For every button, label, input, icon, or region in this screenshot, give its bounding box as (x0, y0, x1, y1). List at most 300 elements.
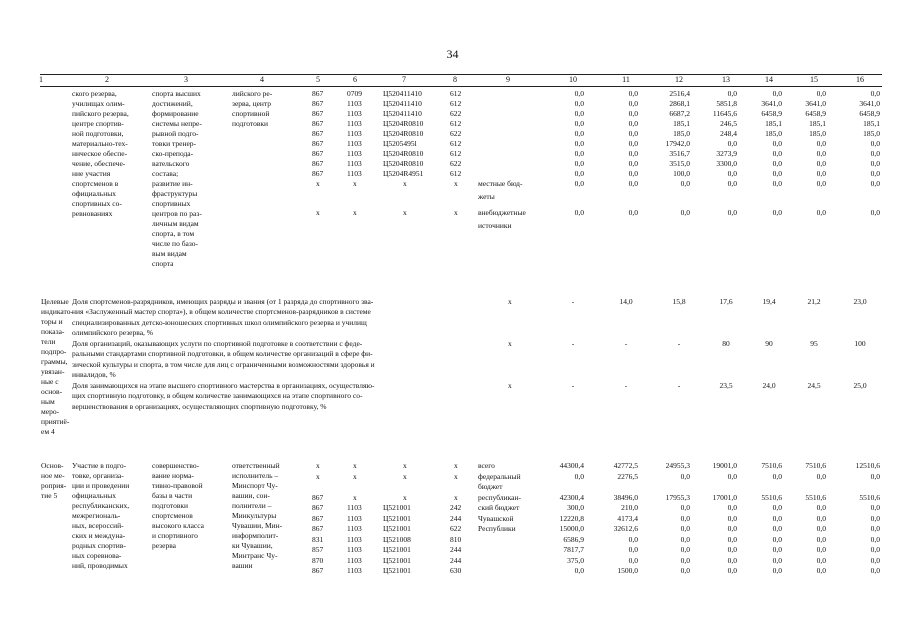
s3-section-code: x (353, 492, 357, 502)
s3-value: 24955,3 (665, 461, 690, 470)
indicator-value: 14,0 (619, 297, 633, 306)
s1-value: 3515,0 (669, 159, 690, 168)
s3-value: 0,0 (727, 524, 737, 533)
s1-value: 0,0 (680, 179, 690, 188)
s1-gov-code: 867 (312, 159, 324, 168)
s1-funding-source: местные бюд- (478, 179, 523, 188)
s1-section-code: 0709 (347, 89, 362, 98)
task-text: состава; (152, 169, 179, 178)
indicator-value: 23,5 (719, 381, 733, 390)
indicator-heading: ным (41, 397, 55, 406)
s1-target-code: x (403, 208, 407, 217)
measure-text: училищах олим- (72, 99, 125, 108)
column-header-1: 1 (39, 75, 43, 84)
s1-expense-type: 622 (450, 129, 462, 138)
s3-section-code: 1103 (347, 503, 362, 512)
indicator-heading: приятиё- (41, 417, 70, 426)
s3-gov-code: 867 (312, 566, 324, 575)
column-header-9: 9 (506, 75, 510, 84)
activity-text: родных спортив- (72, 541, 126, 550)
s1-gov-code: 867 (312, 119, 324, 128)
s1-value: 3641,0 (859, 99, 880, 108)
s3-value: 0,0 (772, 471, 782, 481)
s1-section-code: 1103 (347, 139, 362, 148)
s3-value: 5510,6 (805, 492, 826, 502)
s3-gov-code: 831 (312, 534, 324, 544)
s3-gov-code: 857 (312, 545, 324, 554)
column-header-8: 8 (453, 75, 457, 84)
s3-value: 0,0 (870, 503, 880, 512)
indicator-heading: увязан- (41, 367, 65, 376)
s1-target-code: Ц5204R0810 (383, 129, 424, 138)
s3-gov-code: 867 (312, 513, 324, 523)
s1-target-code: x (403, 179, 407, 188)
indicator-text: ния «Заслуженный мастер спорта»), в общем количестве спортсменов-разрядников в системе (72, 307, 371, 317)
s3-gov-code: 867 (312, 492, 324, 502)
s3-value: 0,0 (870, 545, 880, 554)
activity-task-text: вание норма- (152, 471, 194, 480)
s1-value: 0,0 (870, 149, 880, 158)
measure-text: спортивных со- (72, 199, 122, 208)
s1-value: 0,0 (574, 159, 584, 168)
s1-value: 0,0 (772, 159, 782, 168)
s1-funding-source: внебюджетные (478, 208, 526, 217)
s3-value: 0,0 (680, 513, 690, 523)
s3-target-code: Ц521001 (383, 555, 411, 565)
s1-value: 0,0 (870, 159, 880, 168)
indicator-heading: граммы, (41, 357, 68, 366)
s1-value: 3641,0 (761, 99, 782, 108)
s1-value: 11645,6 (712, 109, 737, 118)
measure-text: ние участия (72, 169, 111, 178)
indicator-value: - (624, 339, 628, 348)
s1-value: 0,0 (574, 99, 584, 108)
s3-section-code: x (353, 461, 357, 470)
indicator-text: щих спортивную подготовку, в общем количестве занимающихся на этапе спортивного со- (72, 391, 363, 401)
indicator-heading: Целевые (41, 297, 69, 306)
s3-value: 0,0 (870, 513, 880, 523)
s1-gov-code: 867 (312, 109, 324, 118)
column-header-13: 13 (722, 75, 730, 84)
s1-value: 0,0 (727, 208, 737, 217)
s3-target-code: Ц521001 (383, 566, 411, 575)
s3-funding-source: ский бюджет (478, 503, 520, 512)
s1-gov-code: 867 (312, 169, 324, 178)
measure-text: ского резерва, (72, 89, 117, 98)
activity-executor-text: Минспорт Чу- (232, 481, 278, 490)
s3-value: 0,0 (727, 555, 737, 565)
s1-section-code: 1103 (347, 129, 362, 138)
s1-value: 0,0 (628, 208, 638, 217)
measure-text: спортсменов в (72, 179, 119, 188)
activity-task-text: базы в части (152, 491, 193, 500)
indicator-x: x (508, 339, 512, 348)
s3-section-code: 1103 (347, 534, 362, 544)
s3-expense-type: 244 (450, 513, 462, 523)
s3-section-code: 1103 (347, 513, 362, 523)
s3-value: 0,0 (816, 471, 826, 481)
s1-value: 0,0 (628, 89, 638, 98)
indicator-value: - (571, 381, 575, 390)
s1-gov-code: x (316, 179, 320, 188)
task-text: спорта, в том (152, 229, 195, 238)
s1-value: 0,0 (628, 109, 638, 118)
indicator-value: 90 (765, 339, 773, 348)
s1-value: 0,0 (680, 208, 690, 217)
activity-executor-text: полнители – (232, 501, 272, 510)
s3-expense-type: x (454, 471, 458, 481)
activity-heading: Основ- (41, 461, 64, 470)
activity-text: Участие в подго- (72, 461, 127, 470)
s1-value: 3641,0 (805, 99, 826, 108)
s3-target-code: x (403, 471, 407, 481)
task-text: достижений, (152, 99, 193, 108)
s1-value: 185,0 (863, 129, 880, 138)
task-text: вательского (152, 159, 190, 168)
s1-funding-source: источники (478, 220, 512, 230)
s3-value: 7817,7 (563, 545, 584, 554)
column-header-16: 16 (856, 75, 864, 84)
s1-value: 0,0 (727, 89, 737, 98)
column-header-5: 5 (316, 75, 320, 84)
indicator-heading: показа- (41, 327, 65, 336)
s3-value: 0,0 (772, 566, 782, 575)
s1-value: 0,0 (870, 139, 880, 148)
activity-task-text: тивно-правовой (152, 481, 203, 490)
s1-target-code: Ц5205495l (383, 139, 417, 148)
activity-task-text: резерва (152, 541, 176, 550)
activity-executor-text: информполит- (232, 531, 279, 540)
s1-value: 3516,7 (669, 149, 690, 158)
s1-value: 185,1 (863, 119, 880, 128)
column-header-4: 4 (260, 75, 264, 84)
s1-section-code: 1103 (347, 99, 362, 108)
s3-section-code: x (353, 471, 357, 481)
indicator-text: специализированных детско-юношеских спортивных школ олимпийского резерва и училищ (72, 317, 367, 327)
s1-value: 0,0 (628, 179, 638, 188)
s3-target-code: Ц521001 (383, 513, 411, 523)
s3-value: 19001,0 (712, 461, 737, 470)
s3-value: 0,0 (816, 503, 826, 512)
s3-target-code: x (403, 461, 407, 470)
s3-value: 0,0 (816, 545, 826, 554)
s1-value: 185,1 (809, 119, 826, 128)
task-text: вым видам (152, 249, 187, 258)
measure-text: чение, обеспече- (72, 159, 126, 168)
s1-value: 185,1 (765, 119, 782, 128)
indicator-heading: тели (41, 337, 56, 346)
s1-target-code: Ц5204R0810 (383, 119, 424, 128)
s1-target-code: Ц5204R4951 (383, 169, 424, 178)
activity-text: межрегиональ- (72, 511, 121, 520)
s1-value: 0,0 (628, 169, 638, 178)
s3-value: 7510,6 (761, 461, 782, 470)
activity-heading: ное ме- (41, 471, 65, 480)
s3-value: 0,0 (727, 545, 737, 554)
activity-executor-text: Минтранс Чу- (232, 551, 278, 560)
indicator-value: 24,5 (807, 381, 821, 390)
page-number: 34 (446, 47, 459, 61)
activity-text: республиканских, (72, 501, 130, 510)
indicator-text: олимпийского резерва, % (72, 327, 154, 337)
s3-value: 0,0 (680, 545, 690, 554)
activity-executor-text: Минкультуры (232, 511, 277, 520)
s3-value: 0,0 (628, 555, 638, 565)
s1-value: 0,0 (816, 139, 826, 148)
s1-value: 0,0 (628, 119, 638, 128)
s1-value: 0,0 (772, 208, 782, 217)
s1-expense-type: 612 (450, 139, 462, 148)
s1-value: 5851,8 (716, 99, 737, 108)
indicator-value: 95 (810, 339, 818, 348)
task-text: фраструктуры (152, 189, 198, 198)
s1-target-code: Ц5204R0810 (383, 159, 424, 168)
s3-value: 0,0 (628, 534, 638, 544)
s1-value: 185,0 (673, 129, 690, 138)
indicator-heading: меро- (41, 407, 60, 416)
s1-value: 0,0 (772, 179, 782, 188)
task-text: системы непре- (152, 119, 202, 128)
s1-value: 0,0 (574, 149, 584, 158)
s1-value: 0,0 (772, 149, 782, 158)
activity-executor-text: вашии (232, 561, 253, 570)
header-bottom-rule (40, 86, 882, 87)
s3-value: 0,0 (628, 545, 638, 554)
s1-gov-code: 867 (312, 139, 324, 148)
s3-value: 5510,6 (859, 492, 880, 502)
activity-executor-text: ответственный (232, 461, 280, 470)
indicator-heading: индикато- (41, 307, 73, 316)
s1-value: 0,0 (628, 129, 638, 138)
indicator-heading: торы и (41, 317, 63, 326)
indicator-x: x (508, 297, 512, 306)
indicator-text: зической культуры и спорта, в том числе для лиц с ограниченными возможностями здоровья и (72, 359, 375, 369)
activity-executor-text: Чувашии, Мин- (232, 521, 283, 530)
activity-text: товке, организа- (72, 471, 124, 480)
s3-value: 0,0 (772, 503, 782, 512)
executor-text: подготовки (232, 119, 269, 128)
s1-value: 6458,9 (805, 109, 826, 118)
measure-text: ревнованиях (72, 209, 113, 218)
s1-expense-type: x (454, 208, 458, 217)
s3-section-code: 1103 (347, 566, 362, 575)
task-text: ско-препода- (152, 149, 194, 158)
s3-value: 0,0 (680, 534, 690, 544)
s3-value: 0,0 (727, 566, 737, 575)
activity-task-text: высокого класса (152, 521, 204, 530)
s3-value: 0,0 (727, 534, 737, 544)
s1-value: 0,0 (816, 89, 826, 98)
s1-value: 185,1 (673, 119, 690, 128)
s3-value: 38496,0 (613, 492, 638, 502)
measure-text: пийского резерва, (72, 109, 129, 118)
s3-section-code: 1103 (347, 524, 362, 533)
executor-text: лийского ре- (232, 89, 273, 98)
indicator-text: ральными стандартами спортивной подготовки, в общем количестве организаций в сфере фи- (72, 349, 373, 359)
s3-value: 375,0 (567, 555, 584, 565)
activity-heading: тие 5 (41, 491, 58, 500)
s1-value: 0,0 (574, 169, 584, 178)
s3-funding-source: всего (478, 461, 495, 470)
s3-value: 15000,0 (559, 524, 584, 533)
column-header-7: 7 (402, 75, 406, 84)
s1-value: 0,0 (870, 89, 880, 98)
s3-value: 42300,4 (559, 492, 584, 502)
s1-value: 17942,0 (665, 139, 690, 148)
indicator-value: 19,4 (762, 297, 776, 306)
s3-expense-type: 244 (450, 545, 462, 554)
s3-value: 0,0 (816, 524, 826, 533)
s1-value: 0,0 (628, 99, 638, 108)
indicator-value: 80 (722, 339, 730, 348)
s1-value: 0,0 (574, 89, 584, 98)
activity-text: официальных (72, 491, 117, 500)
s1-value: 0,0 (816, 179, 826, 188)
indicator-text: Доля спортсменов-разрядников, имеющих разряды и звания (от 1 разряда до спортивного зва- (72, 297, 374, 306)
s3-value: 0,0 (772, 545, 782, 554)
s1-expense-type: 612 (450, 99, 462, 108)
s3-value: 0,0 (680, 524, 690, 533)
s3-value: 0,0 (772, 555, 782, 565)
s3-value: 0,0 (727, 513, 737, 523)
s3-value: 0,0 (772, 524, 782, 533)
s1-gov-code: 867 (312, 149, 324, 158)
s3-value: 0,0 (574, 471, 584, 481)
indicator-value: 23,0 (853, 297, 867, 306)
s3-value: 44300,4 (559, 461, 584, 470)
s1-section-code: 1103 (347, 149, 362, 158)
s3-value: 0,0 (772, 513, 782, 523)
indicator-value: - (571, 297, 575, 306)
s1-section-code: x (353, 208, 357, 217)
indicator-value: - (677, 339, 681, 348)
s3-funding-source: Республики (478, 524, 516, 533)
activity-executor-text: исполнитель – (232, 471, 279, 480)
s3-funding-source: республикан- (478, 492, 522, 502)
column-header-6: 6 (353, 75, 357, 84)
measure-text: ническое обеспе- (72, 149, 128, 158)
column-header-15: 15 (810, 75, 818, 84)
s1-value: 2868,1 (669, 99, 690, 108)
s3-section-code: 1103 (347, 555, 362, 565)
s1-gov-code: 867 (312, 89, 324, 98)
s1-section-code: 1103 (347, 119, 362, 128)
measure-text: ной подготовки, (72, 129, 124, 138)
s3-gov-code: 870 (312, 555, 324, 565)
s1-value: 0,0 (727, 179, 737, 188)
s3-expense-type: 244 (450, 555, 462, 565)
task-text: личным видам (152, 219, 199, 228)
column-header-11: 11 (622, 75, 630, 84)
column-header-2: 2 (105, 75, 109, 84)
s1-expense-type: 612 (450, 169, 462, 178)
s1-value: 0,0 (727, 139, 737, 148)
indicator-value: - (571, 339, 575, 348)
task-text: спорта высших (152, 89, 201, 98)
s3-expense-type: x (454, 461, 458, 470)
task-text: рывной подго- (152, 129, 199, 138)
s1-expense-type: 622 (450, 109, 462, 118)
s1-value: 0,0 (574, 119, 584, 128)
column-header-10: 10 (569, 75, 577, 84)
indicator-heading: основ- (41, 387, 63, 396)
s3-value: 0,0 (727, 503, 737, 512)
s1-value: 248,4 (720, 129, 737, 138)
s1-value: 0,0 (816, 208, 826, 217)
executor-text: спортивной (232, 109, 270, 118)
s3-value: 32612,6 (613, 524, 638, 533)
activity-executor-text: ки Чувашии, (232, 541, 273, 550)
indicator-heading: ные с (41, 377, 59, 386)
column-header-14: 14 (765, 75, 773, 84)
indicator-value: 100 (854, 339, 866, 348)
s1-value: 6687,2 (669, 109, 690, 118)
s3-target-code: Ц521008 (383, 534, 411, 544)
indicator-text: инвалидов, % (72, 369, 116, 379)
s1-section-code: 1103 (347, 109, 362, 118)
s1-expense-type: 612 (450, 119, 462, 128)
s3-section-code: 1103 (347, 545, 362, 554)
measure-text: материально-тех- (72, 139, 128, 148)
s3-value: 0,0 (816, 534, 826, 544)
activity-task-text: подготовки (152, 501, 189, 510)
measure-text: официальных (72, 189, 117, 198)
s1-value: 0,0 (772, 169, 782, 178)
s3-value: 7510,6 (805, 461, 826, 470)
s3-value: 0,0 (870, 555, 880, 565)
s3-value: 42772,5 (613, 461, 638, 470)
activity-task-text: спортсменов (152, 511, 193, 520)
s1-value: 0,0 (628, 149, 638, 158)
s1-target-code: Ц520411410 (383, 99, 422, 108)
activity-text: ных соревнова- (72, 551, 122, 560)
s3-value: 0,0 (816, 566, 826, 575)
s1-value: 0,0 (816, 149, 826, 158)
s3-value: 17001,0 (712, 492, 737, 502)
s3-value: 12510,6 (855, 461, 880, 470)
s1-section-code: 1103 (347, 169, 362, 178)
s1-value: 0,0 (816, 169, 826, 178)
s1-value: 0,0 (574, 208, 584, 217)
s3-target-code: Ц521001 (383, 524, 411, 533)
s1-value: 0,0 (772, 89, 782, 98)
s1-value: 0,0 (574, 179, 584, 188)
s1-value: 0,0 (628, 139, 638, 148)
s1-value: 0,0 (870, 169, 880, 178)
s3-value: 0,0 (870, 471, 880, 481)
column-header-3: 3 (184, 75, 188, 84)
s3-gov-code: 867 (312, 503, 324, 512)
s3-expense-type: 810 (450, 534, 462, 544)
s1-gov-code: x (316, 208, 320, 217)
s1-value: 3300,0 (716, 159, 737, 168)
indicator-heading: подпро- (41, 347, 67, 356)
s3-expense-type: 242 (450, 503, 462, 512)
s1-value: 185,0 (765, 129, 782, 138)
s3-expense-type: 622 (450, 524, 462, 533)
indicator-value: 17,6 (719, 297, 733, 306)
s3-value: 0,0 (870, 524, 880, 533)
s3-value: 5510,6 (761, 492, 782, 502)
s3-value: 4173,4 (617, 513, 638, 523)
s3-value: 0,0 (680, 555, 690, 565)
s3-gov-code: 867 (312, 524, 324, 533)
s3-value: 6586,9 (563, 534, 584, 544)
s1-value: 0,0 (574, 139, 584, 148)
task-text: формирование (152, 109, 199, 118)
s3-funding-source: Чувашской (478, 513, 514, 523)
s3-value: 0,0 (816, 555, 826, 565)
